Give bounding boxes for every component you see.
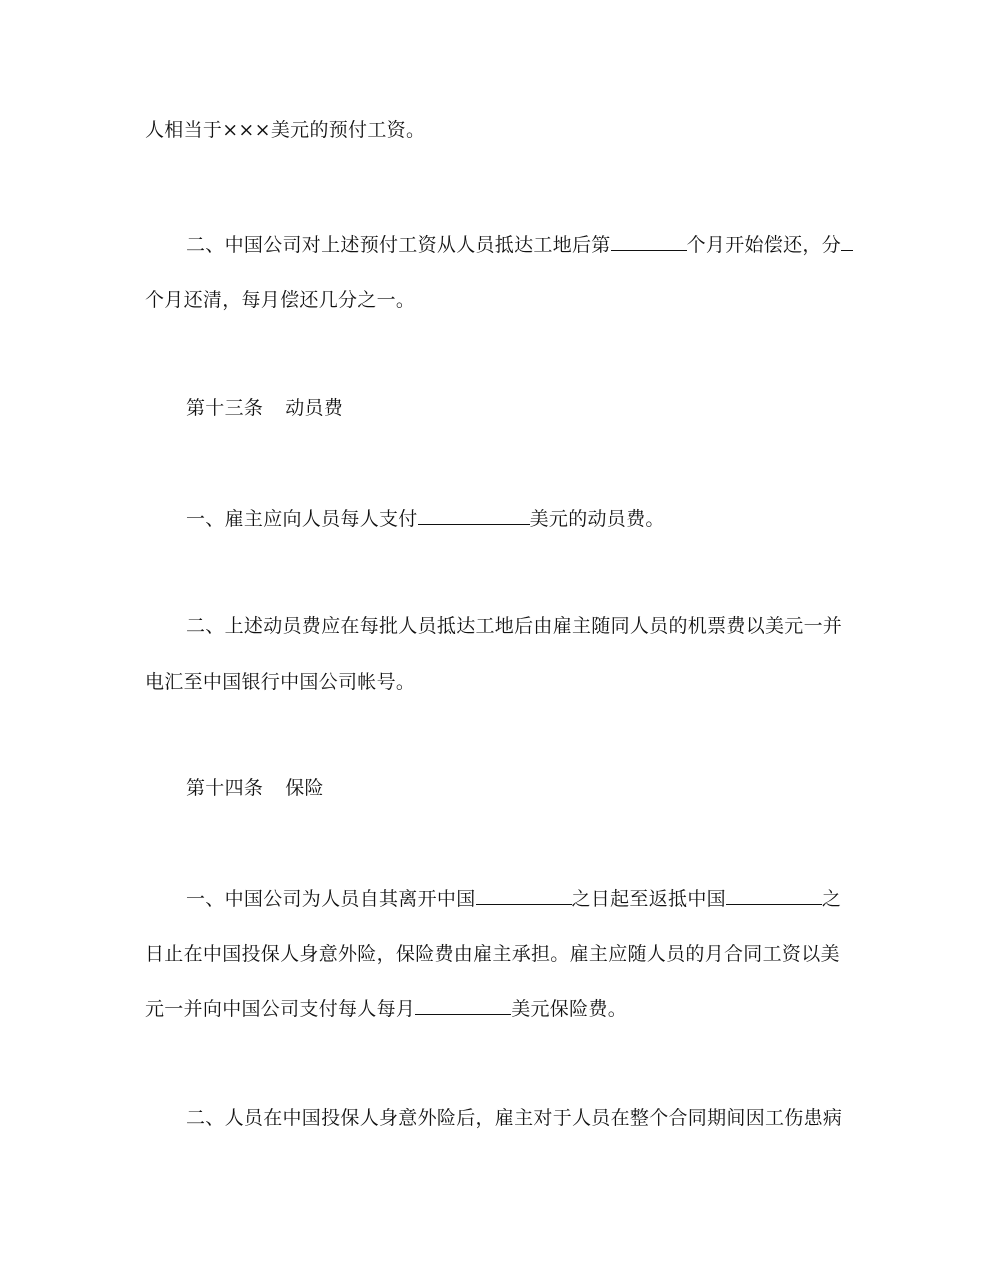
article-13-heading (186, 396, 343, 420)
paragraph-prepaid-wage-end (145, 118, 425, 142)
text-segment: 之日起至返抵中国 (571, 888, 726, 910)
text-line: 个月还清，每月偿还几分之一。 (145, 289, 416, 311)
text-segment: 一、中国公司为人员自其离开中国 (186, 888, 476, 910)
article-14-heading (186, 776, 324, 800)
paragraph-mobilization-transfer-line2 (145, 670, 415, 694)
text-line: 人相当于×××美元的预付工资。 (145, 119, 426, 141)
fill-in-blank (415, 996, 511, 1015)
article-title: 动员费 (285, 397, 344, 419)
paragraph-mobilization-transfer-line1 (186, 614, 842, 638)
paragraph-insurance-line1 (186, 886, 841, 911)
text-segment: 个月开始偿还，分 (686, 234, 842, 256)
text-line: 二、上述动员费应在每批人员抵达工地后由雇主随同人员的机票费以美元一并 (186, 615, 843, 637)
article-title: 保险 (285, 777, 324, 799)
article-number: 第十四条 (186, 777, 264, 799)
paragraph-insurance-liability (186, 1106, 842, 1130)
paragraph-repayment-line2 (145, 288, 415, 312)
paragraph-insurance-line2 (145, 942, 840, 966)
text-segment: 之 (821, 888, 842, 910)
text-segment: 美元保险费。 (511, 998, 628, 1020)
fill-in-blank (476, 886, 572, 905)
fill-in-blank (726, 886, 822, 905)
paragraph-repayment-line1 (186, 232, 853, 257)
fill-in-blank (841, 232, 853, 251)
text-line: 电汇至中国银行中国公司帐号。 (145, 671, 416, 693)
article-number: 第十三条 (186, 397, 264, 419)
text-segment: 一、雇主应向人员每人支付 (186, 508, 418, 530)
text-segment: 美元的动员费。 (529, 508, 665, 530)
fill-in-blank (418, 506, 530, 525)
text-line: 二、人员在中国投保人身意外险后，雇主对于人员在整个合同期间因工伤患病 (186, 1107, 843, 1129)
paragraph-mobilization-fee (186, 506, 665, 531)
text-segment: 二、中国公司对上述预付工资从人员抵达工地后第 (186, 234, 611, 256)
text-line: 日止在中国投保人身意外险，保险费由雇主承担。雇主应随人员的月合同工资以美 (145, 943, 840, 965)
text-segment: 元一并向中国公司支付每人每月 (145, 998, 416, 1020)
paragraph-insurance-line3 (145, 996, 627, 1021)
fill-in-blank (611, 232, 687, 251)
